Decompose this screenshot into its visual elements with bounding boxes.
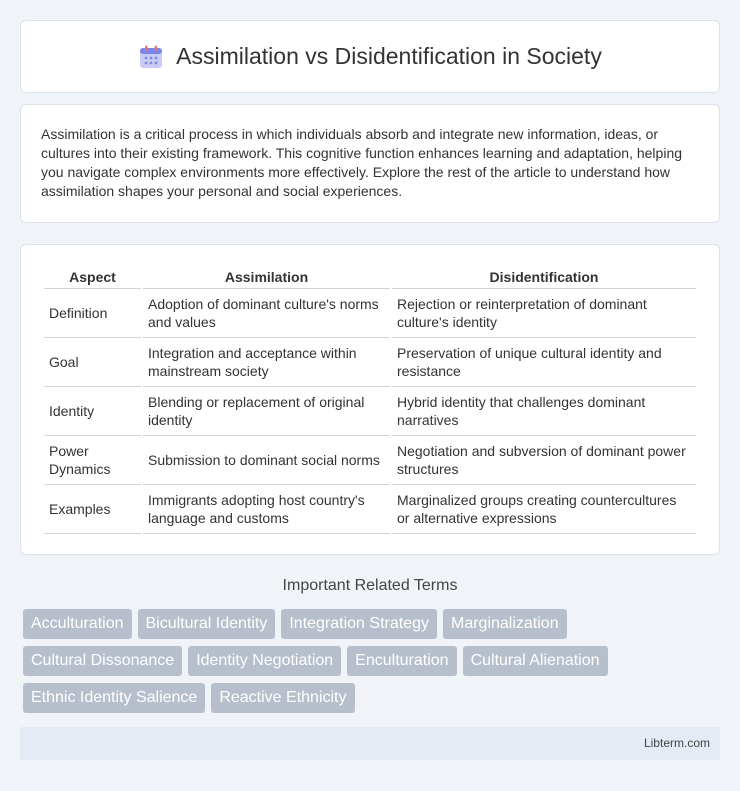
assimilation-cell: Submission to dominant social norms xyxy=(143,436,390,485)
table-row xyxy=(44,289,696,338)
tag-reactive-ethnicity[interactable]: Reactive Ethnicity xyxy=(211,683,354,713)
comparison-table-card xyxy=(20,244,720,555)
assimilation-cell: Adoption of dominant culture's norms and values xyxy=(143,289,390,338)
aspect-cell: Examples xyxy=(44,485,141,534)
page-title: Assimilation vs Disidentification in Society xyxy=(176,43,602,69)
disidentification-cell: Negotiation and subversion of dominant power structures xyxy=(392,436,696,485)
tag-enculturation[interactable]: Enculturation xyxy=(347,646,456,676)
assimilation-cell: Integration and acceptance within mainstream society xyxy=(143,338,390,387)
disidentification-cell: Preservation of unique cultural identity and resistance xyxy=(392,338,696,387)
disidentification-cell: Rejection or reinterpretation of dominant culture's identity xyxy=(392,289,696,338)
tag-cultural-dissonance[interactable]: Cultural Dissonance xyxy=(23,646,182,676)
tag-integration-strategy[interactable]: Integration Strategy xyxy=(281,609,437,639)
intro-card xyxy=(20,104,720,223)
tag-acculturation[interactable]: Acculturation xyxy=(23,609,132,639)
comparison-table xyxy=(42,265,698,534)
table-header-row xyxy=(44,265,696,289)
aspect-cell: Goal xyxy=(44,338,141,387)
disidentification-cell: Hybrid identity that challenges dominant narratives xyxy=(392,387,696,436)
table-row xyxy=(44,387,696,436)
table-row xyxy=(44,485,696,534)
intro-text: Assimilation is a critical process in which individuals absorb and integrate new information, ideas, or cultures into their existing framework. This cognitive function enhances learning and adaptation, helping you navigate complex environments more effectively. Explore the rest of the article to understand how assimilation shapes your personal and social experiences. xyxy=(41,126,683,199)
tag-marginalization[interactable]: Marginalization xyxy=(443,609,567,639)
aspect-cell: Identity xyxy=(44,387,141,436)
calendar-icon xyxy=(138,44,164,70)
footer xyxy=(20,727,720,760)
tag-cultural-alienation[interactable]: Cultural Alienation xyxy=(463,646,608,676)
header-card xyxy=(20,20,720,93)
table-row xyxy=(44,338,696,387)
tag-identity-negotiation[interactable]: Identity Negotiation xyxy=(188,646,341,676)
disidentification-cell: Marginalized groups creating countercultures or alternative expressions xyxy=(392,485,696,534)
header-assimilation: Assimilation xyxy=(143,265,390,289)
related-terms-title: Important Related Terms xyxy=(282,577,458,594)
footer-site-link[interactable]: Libterm.com xyxy=(643,736,710,750)
aspect-cell: Definition xyxy=(44,289,141,338)
title-wrap xyxy=(138,43,602,70)
header-disidentification: Disidentification xyxy=(392,265,696,289)
aspect-cell: Power Dynamics xyxy=(44,436,141,485)
assimilation-cell: Blending or replacement of original identity xyxy=(143,387,390,436)
header-aspect: Aspect xyxy=(44,265,141,289)
related-terms-tags xyxy=(23,609,723,713)
assimilation-cell: Immigrants adopting host country's language and customs xyxy=(143,485,390,534)
table-row xyxy=(44,436,696,485)
tag-ethnic-identity-salience[interactable]: Ethnic Identity Salience xyxy=(23,683,205,713)
tag-bicultural-identity[interactable]: Bicultural Identity xyxy=(138,609,276,639)
